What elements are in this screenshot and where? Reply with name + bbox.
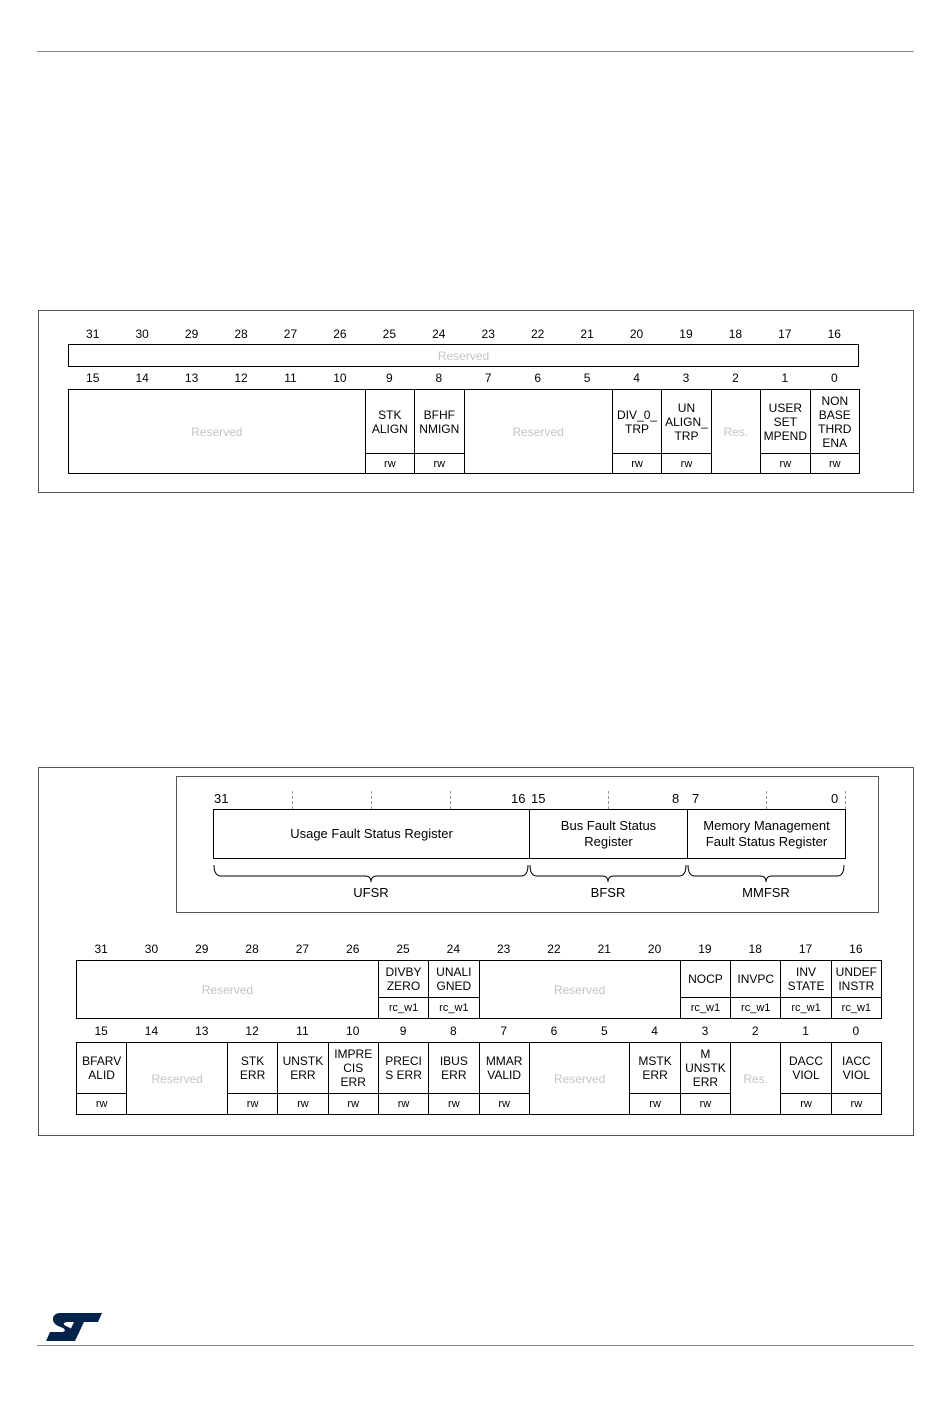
bit-number: 20 bbox=[629, 327, 644, 341]
register-field: MMAR VALID bbox=[479, 1042, 530, 1094]
field-access: rw bbox=[760, 453, 810, 474]
bit-number: 27 bbox=[283, 327, 298, 341]
overview-register-box: Bus Fault Status Register bbox=[529, 809, 688, 859]
reserved-field: Res. bbox=[730, 1042, 781, 1115]
register-field: IMPRE CIS ERR bbox=[328, 1042, 379, 1094]
bit-number: 9 bbox=[399, 1024, 407, 1038]
field-access: rc_w1 bbox=[680, 997, 731, 1019]
bit-number: 21 bbox=[580, 327, 594, 341]
field-access: rc_w1 bbox=[831, 997, 882, 1019]
register-field: M UNSTK ERR bbox=[680, 1042, 731, 1094]
overview-register-abbr: MMFSR bbox=[742, 885, 790, 900]
register-field: DIVBY ZERO bbox=[378, 960, 429, 998]
reserved-field: Reserved bbox=[479, 960, 681, 1019]
field-access: rc_w1 bbox=[780, 997, 831, 1019]
register-field: UNALI GNED bbox=[428, 960, 479, 998]
bit-divider bbox=[766, 791, 767, 809]
bit-number: 20 bbox=[647, 942, 662, 956]
bit-number: 10 bbox=[346, 1024, 360, 1038]
register-field: MSTK ERR bbox=[629, 1042, 680, 1094]
bit-number: 24 bbox=[432, 327, 446, 341]
register-field: BFARV ALID bbox=[76, 1042, 127, 1094]
register-field: STK ALIGN bbox=[365, 389, 415, 454]
bit-number: 0 bbox=[852, 1024, 860, 1038]
bit-divider bbox=[371, 791, 372, 809]
reserved-field: Reserved bbox=[464, 389, 613, 474]
bit-number: 31 bbox=[94, 942, 108, 956]
bit-divider bbox=[845, 791, 846, 809]
bit-number: 29 bbox=[184, 327, 199, 341]
bit-number: 2 bbox=[751, 1024, 759, 1038]
bit-number: 11 bbox=[284, 371, 297, 385]
register-field: STK ERR bbox=[227, 1042, 278, 1094]
reserved-field: Reserved bbox=[76, 960, 379, 1019]
bit-number: 25 bbox=[396, 942, 410, 956]
bit-number: 23 bbox=[496, 942, 511, 956]
bit-number: 17 bbox=[798, 942, 813, 956]
bit-number: 22 bbox=[530, 327, 545, 341]
header-rule bbox=[37, 51, 914, 52]
register-field: IBUS ERR bbox=[428, 1042, 479, 1094]
reserved-field: Reserved bbox=[126, 1042, 228, 1115]
register-field: UNSTK ERR bbox=[277, 1042, 328, 1094]
bit-number: 8 bbox=[435, 371, 443, 385]
bit-number: 13 bbox=[195, 1024, 209, 1038]
bit-number: 9 bbox=[386, 371, 393, 385]
st-logo-icon bbox=[44, 1309, 104, 1343]
bit-number: 12 bbox=[234, 371, 248, 385]
bit-number: 5 bbox=[583, 371, 591, 385]
bit-number: 13 bbox=[184, 371, 199, 385]
bit-number: 6 bbox=[534, 371, 541, 385]
bit-number: 28 bbox=[245, 942, 259, 956]
register-field: INVPC bbox=[730, 960, 781, 998]
overview-bit-number: 0 bbox=[831, 791, 839, 806]
field-access: rw bbox=[277, 1093, 328, 1115]
bit-number: 4 bbox=[651, 1024, 658, 1038]
register-field: PRECI S ERR bbox=[378, 1042, 429, 1094]
bit-number: 18 bbox=[748, 942, 762, 956]
field-access: rc_w1 bbox=[730, 997, 781, 1019]
register-field: IACC VIOL bbox=[831, 1042, 882, 1094]
bit-number: 7 bbox=[500, 1024, 507, 1038]
overview-register-box: Usage Fault Status Register bbox=[213, 809, 530, 859]
bit-number: 29 bbox=[195, 942, 209, 956]
bit-number: 6 bbox=[550, 1024, 558, 1038]
register-field: NOCP bbox=[680, 960, 731, 998]
bit-divider bbox=[608, 791, 609, 809]
register-field: DACC VIOL bbox=[780, 1042, 831, 1094]
field-access: rw bbox=[629, 1093, 680, 1115]
bit-number: 4 bbox=[633, 371, 640, 385]
bit-number: 14 bbox=[144, 1024, 159, 1038]
bit-number: 19 bbox=[698, 942, 712, 956]
field-access: rw bbox=[680, 1093, 731, 1115]
bit-number: 3 bbox=[682, 371, 690, 385]
bit-number: 21 bbox=[597, 942, 611, 956]
bit-number: 22 bbox=[547, 942, 561, 956]
field-access: rw bbox=[831, 1093, 882, 1115]
field-access: rw bbox=[612, 453, 662, 474]
bit-number: 26 bbox=[346, 942, 360, 956]
bit-number: 3 bbox=[701, 1024, 709, 1038]
bit-number: 11 bbox=[296, 1024, 309, 1038]
field-access: rw bbox=[227, 1093, 278, 1115]
bit-number: 8 bbox=[450, 1024, 457, 1038]
bit-number: 27 bbox=[295, 942, 310, 956]
bit-number: 28 bbox=[234, 327, 248, 341]
bit-number: 24 bbox=[446, 942, 461, 956]
bit-number: 30 bbox=[144, 942, 159, 956]
register-field: USER SET MPEND bbox=[760, 389, 810, 454]
bit-number: 1 bbox=[781, 371, 789, 385]
bit-number: 16 bbox=[849, 942, 863, 956]
field-access: rw bbox=[328, 1093, 379, 1115]
register-field: UNDEF INSTR bbox=[831, 960, 882, 998]
overview-register-abbr: BFSR bbox=[590, 885, 626, 900]
bit-divider bbox=[450, 791, 451, 809]
bit-number: 12 bbox=[245, 1024, 259, 1038]
overview-bit-number: 31 bbox=[214, 791, 229, 806]
field-access: rw bbox=[428, 1093, 479, 1115]
bit-number: 1 bbox=[802, 1024, 809, 1038]
bit-number: 30 bbox=[135, 327, 149, 341]
reserved-field-upper: Reserved bbox=[68, 344, 859, 367]
reserved-field: Reserved bbox=[529, 1042, 631, 1115]
bit-divider bbox=[292, 791, 293, 809]
overview-register-box: Memory Management Fault Status Register bbox=[687, 809, 846, 859]
register-field: BFHF NMIGN bbox=[414, 389, 464, 454]
overview-bit-number: 7 bbox=[692, 791, 700, 806]
bit-number: 15 bbox=[86, 371, 100, 385]
overview-register-abbr: UFSR bbox=[353, 885, 389, 900]
field-access: rw bbox=[810, 453, 860, 474]
field-access: rw bbox=[414, 453, 464, 474]
field-access: rw bbox=[780, 1093, 831, 1115]
register-field: DIV_0_ TRP bbox=[612, 389, 662, 454]
field-access: rc_w1 bbox=[428, 997, 479, 1019]
bit-number: 17 bbox=[778, 327, 792, 341]
bit-number: 31 bbox=[86, 327, 100, 341]
field-access: rw bbox=[479, 1093, 530, 1115]
bit-number: 2 bbox=[732, 371, 739, 385]
overview-bit-number: 16 bbox=[511, 791, 526, 806]
bit-number: 23 bbox=[481, 327, 495, 341]
bit-number: 18 bbox=[728, 327, 743, 341]
bit-number: 7 bbox=[484, 371, 492, 385]
bit-number: 0 bbox=[830, 371, 838, 385]
bit-number: 26 bbox=[333, 327, 347, 341]
register-field: NON BASE THRD ENA bbox=[810, 389, 860, 454]
field-access: rw bbox=[661, 453, 711, 474]
register-field: UN ALIGN_ TRP bbox=[661, 389, 711, 454]
overview-bit-number: 8 bbox=[672, 791, 680, 806]
bit-number: 19 bbox=[679, 327, 693, 341]
bit-number: 14 bbox=[135, 371, 149, 385]
register-field: INV STATE bbox=[780, 960, 831, 998]
bit-number: 5 bbox=[600, 1024, 608, 1038]
field-access: rw bbox=[76, 1093, 127, 1115]
bit-number: 15 bbox=[94, 1024, 108, 1038]
reserved-field: Res. bbox=[711, 389, 761, 474]
footer-rule bbox=[37, 1345, 914, 1346]
field-access: rc_w1 bbox=[378, 997, 429, 1019]
bit-number: 10 bbox=[333, 371, 347, 385]
bit-number: 25 bbox=[382, 327, 397, 341]
reserved-field: Reserved bbox=[68, 389, 366, 474]
field-access: rw bbox=[365, 453, 415, 474]
bit-number: 16 bbox=[827, 327, 841, 341]
overview-bit-number: 15 bbox=[531, 791, 546, 806]
field-access: rw bbox=[378, 1093, 429, 1115]
